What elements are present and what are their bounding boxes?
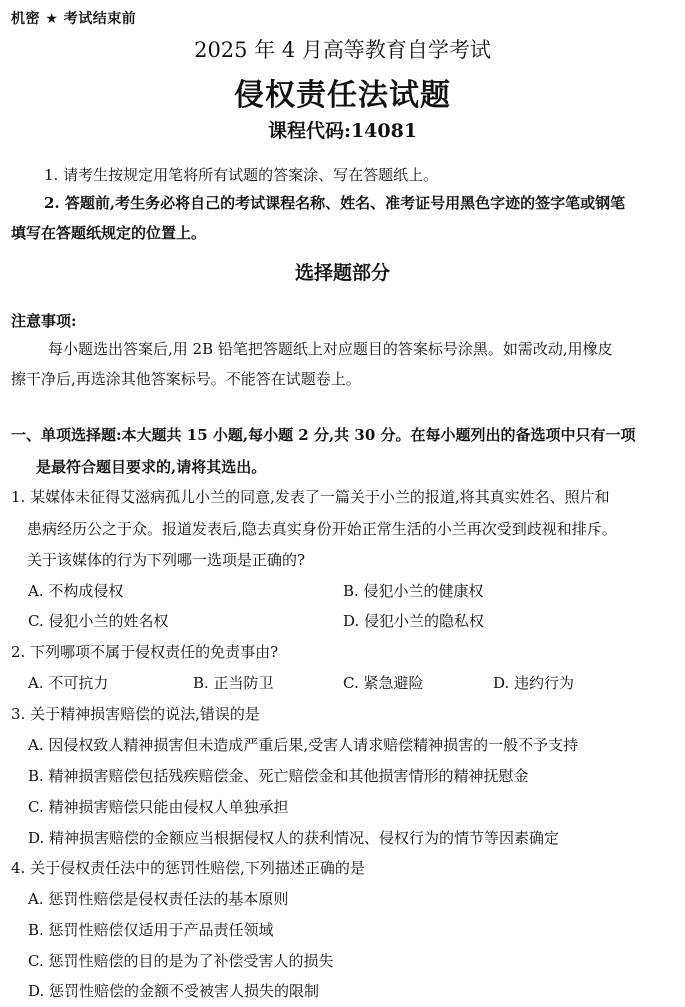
question-2-option-b: B. 正当防卫 — [193, 674, 274, 692]
question-2-option-c: C. 紧急避险 — [343, 674, 424, 692]
part-one-heading: 一、单项选择题:本大题共 15 小题,每小题 2 分,共 30 分。在每小题列出的备选项中只有一项 — [11, 426, 636, 444]
question-3-option-d: D. 精神损害赔偿的金额应当根据侵权人的获利情况、侵权行为的情节等因素确定 — [28, 829, 560, 847]
question-1-stem-line-3: 关于该媒体的行为下列哪一选项是正确的? — [27, 551, 306, 569]
question-4-option-a: A. 惩罚性赔偿是侵权责任法的基本原则 — [28, 890, 289, 908]
notice-line-2: 擦干净后,再选涂其他答案标号。不能答在试题卷上。 — [11, 370, 361, 388]
question-1-option-c: C. 侵犯小兰的姓名权 — [28, 612, 169, 630]
question-3-option-b: B. 精神损害赔偿包括残疾赔偿金、死亡赔偿金和其他损害情形的精神抚慰金 — [28, 767, 529, 785]
subject-title: 侵权责任法试题 — [234, 78, 451, 113]
instruction-1: 1. 请考生按规定用笔将所有试题的答案涂、写在答题纸上。 — [44, 166, 439, 184]
confidential-mark: 机密 ★ 考试结束前 — [11, 11, 137, 27]
question-1-option-b: B. 侵犯小兰的健康权 — [343, 582, 484, 600]
question-3-option-c: C. 精神损害赔偿只能由侵权人单独承担 — [28, 798, 289, 816]
instruction-2: 2. 答题前,考生务必将自己的考试课程名称、姓名、准考证号用黑色字迹的签字笔或钢笔 — [44, 194, 626, 212]
question-4-stem: 4. 关于侵权责任法中的惩罚性赔偿,下列描述正确的是 — [11, 859, 365, 877]
course-code: 课程代码:14081 — [267, 120, 418, 142]
question-1-option-a: A. 不构成侵权 — [28, 582, 124, 600]
exam-title: 2025 年 4 月高等教育自学考试 — [194, 38, 491, 62]
question-2-option-a: A. 不可抗力 — [28, 674, 109, 692]
notice-line-1: 每小题选出答案后,用 2B 铅笔把答题纸上对应题目的答案标号涂黑。如需改动,用橡皮 — [48, 340, 613, 358]
question-1-stem-line-1: 1. 某媒体未征得艾滋病孤儿小兰的同意,发表了一篇关于小兰的报道,将其真实姓名、照片和 — [11, 488, 610, 506]
question-2-stem: 2. 下列哪项不属于侵权责任的免责事由? — [11, 643, 279, 661]
question-2-option-d: D. 违约行为 — [493, 674, 575, 692]
question-4-option-d: D. 惩罚性赔偿的金额不受被害人损失的限制 — [28, 982, 320, 1000]
question-4-option-b: B. 惩罚性赔偿仅适用于产品责任领域 — [28, 921, 274, 939]
question-4-option-c: C. 惩罚性赔偿的目的是为了补偿受害人的损失 — [28, 952, 334, 970]
question-1-stem-line-2: 患病经历公之于众。报道发表后,隐去真实身份开始正常生活的小兰再次受到歧视和排斥。 — [27, 520, 617, 538]
notice-label: 注意事项: — [11, 312, 77, 330]
question-3-option-a: A. 因侵权致人精神损害但未造成严重后果,受害人请求赔偿精神损害的一般不予支持 — [28, 736, 579, 754]
instruction-2-continued: 填写在答题纸规定的位置上。 — [11, 224, 207, 242]
part-one-heading-continued: 是最符合题目要求的,请将其选出。 — [36, 458, 267, 476]
question-1-option-d: D. 侵犯小兰的隐私权 — [343, 612, 485, 630]
question-3-stem: 3. 关于精神损害赔偿的说法,错误的是 — [11, 705, 260, 723]
section-title: 选择题部分 — [294, 262, 390, 284]
